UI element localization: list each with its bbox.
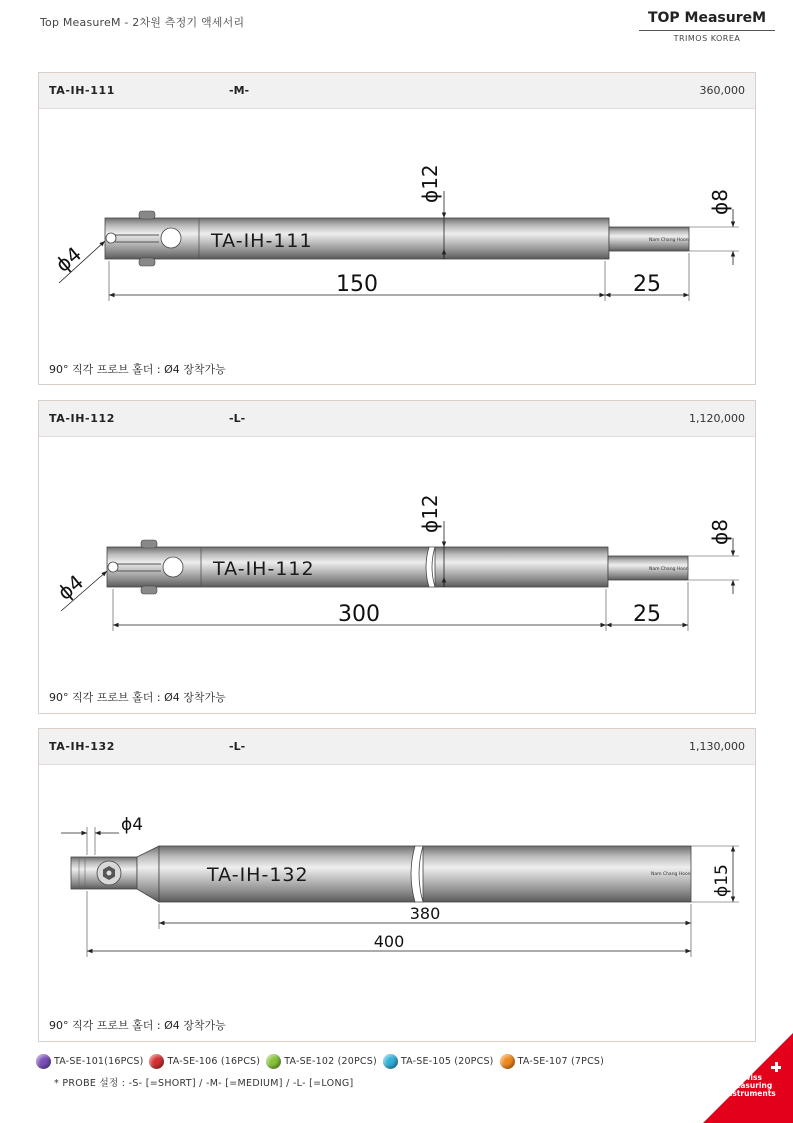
maker-mark: Nam Chang Hoon bbox=[649, 238, 689, 243]
dim-body-length: 150 bbox=[336, 272, 378, 297]
engraving-label: TA-IH-112 bbox=[213, 558, 315, 580]
badge-line-3: Instruments bbox=[724, 1089, 776, 1098]
swiss-cross-icon bbox=[771, 1062, 781, 1072]
product-card-ta-ih-111 bbox=[38, 72, 756, 385]
legend-label: TA-SE-102 (20PCS) bbox=[284, 1055, 377, 1067]
engraving-label: TA-IH-132 bbox=[207, 864, 309, 886]
maker-mark: Nam Chang Hoon bbox=[651, 872, 691, 877]
dim-probe-dia: ϕ4 bbox=[50, 241, 87, 277]
dim-total-length: 400 bbox=[373, 932, 405, 951]
maker-mark: Nam Chang Hoon bbox=[649, 567, 689, 572]
dim-tip-dia: ϕ8 bbox=[708, 519, 732, 545]
holder-body-2 bbox=[435, 547, 608, 587]
dim-probe-dia: ϕ4 bbox=[52, 569, 89, 605]
legend-item bbox=[149, 1054, 260, 1069]
holder-drawing bbox=[39, 73, 757, 386]
product-note: 90° 직각 프로브 홀더 : Ø4 장착가능 bbox=[49, 363, 226, 376]
brand-name: TOP MeasureM bbox=[639, 10, 775, 31]
product-note: 90° 직각 프로브 홀더 : Ø4 장착가능 bbox=[49, 1019, 226, 1032]
dim-tip-dia: ϕ8 bbox=[708, 189, 732, 215]
holder-taper bbox=[137, 846, 159, 902]
product-card-ta-ih-112 bbox=[38, 400, 756, 714]
dim-tip-length: 25 bbox=[633, 272, 661, 297]
dim-body-dia: ϕ15 bbox=[712, 864, 732, 897]
probe-size-note: * PROBE 설정 : -S- [=SHORT] / -M- [=MEDIUM] / -L- [=LONG] bbox=[54, 1078, 354, 1089]
legend-label: TA-SE-106 (16PCS) bbox=[167, 1055, 261, 1067]
document-title: Top MeasureM - 2차원 측정기 액세서리 bbox=[40, 16, 245, 29]
badge-line-2: Measuring bbox=[727, 1081, 773, 1090]
legend-label: TA-SE-101(16PCS) bbox=[54, 1055, 144, 1067]
product-price: 360,000 bbox=[699, 84, 745, 97]
dim-probe-dia: ϕ4 bbox=[121, 815, 144, 835]
product-code: TA-IH-132 bbox=[49, 740, 115, 753]
legend-item bbox=[383, 1054, 494, 1069]
brand-subtitle: TRIMOS KOREA bbox=[673, 34, 741, 43]
product-card-ta-ih-132 bbox=[38, 728, 756, 1042]
dim-body-dia: ϕ12 bbox=[418, 494, 442, 533]
product-size: -M- bbox=[229, 84, 250, 97]
dim-tip-length: 25 bbox=[633, 602, 661, 627]
dim-body-dia: ϕ12 bbox=[418, 164, 442, 203]
product-price: 1,130,000 bbox=[689, 740, 745, 753]
legend-label: TA-SE-105 (20PCS) bbox=[400, 1055, 494, 1067]
product-size: -L- bbox=[229, 740, 246, 753]
probe-color-swatch bbox=[36, 1054, 51, 1069]
badge-line-1: Swiss bbox=[738, 1073, 762, 1082]
engraving-label: TA-IH-111 bbox=[211, 230, 313, 252]
product-code: TA-IH-112 bbox=[49, 412, 115, 425]
dim-body-length: 300 bbox=[338, 602, 380, 627]
brand-logo bbox=[639, 10, 775, 43]
legend-item bbox=[266, 1054, 377, 1069]
holder-drawing bbox=[39, 729, 757, 1043]
product-code: TA-IH-111 bbox=[49, 84, 115, 97]
product-size: -L- bbox=[229, 412, 246, 425]
legend-item bbox=[500, 1054, 604, 1069]
product-note: 90° 직각 프로브 홀더 : Ø4 장착가능 bbox=[49, 691, 226, 704]
legend-label: TA-SE-107 (7PCS) bbox=[517, 1055, 605, 1067]
product-price: 1,120,000 bbox=[689, 412, 745, 425]
legend-item bbox=[36, 1054, 143, 1069]
probe-color-swatch bbox=[149, 1054, 164, 1069]
probe-color-swatch bbox=[500, 1054, 515, 1069]
probe-legend bbox=[36, 1053, 610, 1069]
probe-color-swatch bbox=[383, 1054, 398, 1069]
dim-body-length: 380 bbox=[409, 904, 441, 923]
probe-color-swatch bbox=[266, 1054, 281, 1069]
badge-text bbox=[723, 1074, 777, 1098]
holder-drawing bbox=[39, 401, 757, 715]
